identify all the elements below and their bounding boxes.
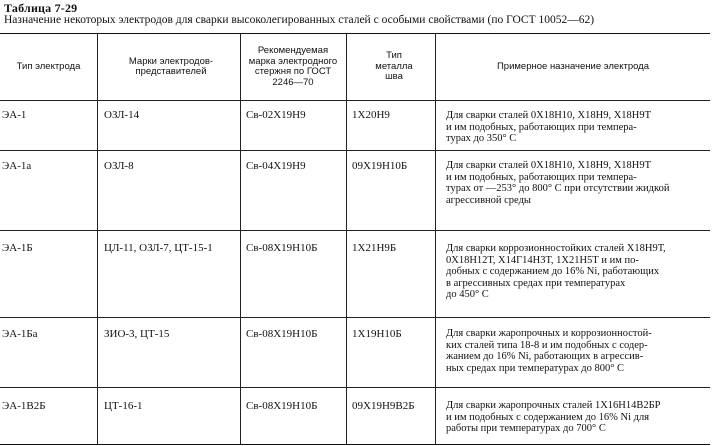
- row-5-brands: ЦТ-16-1: [104, 400, 143, 412]
- row-2-weld-metal: 09Х19Н10Б: [352, 160, 408, 172]
- row-divider: [0, 387, 710, 388]
- row-4-brands: ЗИО-3, ЦТ-15: [104, 328, 170, 340]
- row-2-brands: ОЗЛ-8: [104, 160, 134, 172]
- row-divider: [0, 230, 710, 231]
- row-1-weld-metal: 1Х20Н9: [352, 109, 390, 121]
- header-divider: [0, 100, 710, 101]
- row-3-brands: ЦЛ-11, ОЗЛ-7, ЦТ-15-1: [104, 242, 213, 254]
- electrode-table: [0, 33, 710, 445]
- row-5-weld-metal: 09Х19Н9В2Б: [352, 400, 415, 412]
- header-weld-metal: Тип металла шва: [375, 50, 413, 83]
- header-purpose: Примерное назначение электрода: [496, 60, 650, 72]
- row-5-type: ЭА-1В2Б: [2, 400, 46, 412]
- row-1-wire: Св-02Х19Н9: [246, 109, 306, 121]
- column-divider: [240, 34, 241, 444]
- row-divider: [0, 150, 710, 151]
- row-4-weld-metal: 1Х19Н10Б: [352, 328, 402, 340]
- header-brands: Марки электродов-представителей: [128, 55, 214, 77]
- row-3-purpose: Для сварки коррозионностойких сталей Х18Н9Т, 0Х18Н12Т, Х14Г14Н3Т, 1Х21Н5Т и им по- добных с содержанием до 16% Ni, работающих в агрессивных средах при температурах до 450° С: [446, 243, 666, 301]
- row-4-purpose: Для сварки жаропрочных и коррозионностой- ких сталей типа 18-8 и им подобных с содер- жанием до 16% Ni, работающих в агрессив- ных средах при температурах до 800° С: [446, 328, 652, 374]
- table-number: Таблица 7-29: [4, 1, 78, 15]
- row-1-purpose: Для сварки сталей 0Х18Н10, Х18Н9, Х18Н9Т и им подобных, работающих при темпера- турах до 350° С: [446, 110, 652, 145]
- row-4-type: ЭА-1Ба: [2, 328, 38, 340]
- row-2-purpose: Для сварки сталей 0Х18Н10, Х18Н9, Х18Н9Т и им подобных, работающих при темпера- турах от —253° до 800° С при отсутствии жидкой агрессивной среды: [446, 160, 670, 206]
- row-3-wire: Св-08Х19Н10Б: [246, 242, 318, 254]
- row-3-type: ЭА-1Б: [2, 242, 33, 254]
- column-divider: [346, 34, 347, 444]
- row-2-type: ЭА-1а: [2, 160, 32, 172]
- header-wire-grade: Рекомендуемая марка электродного стержня по ГОСТ 2246—70: [248, 45, 338, 88]
- row-1-brands: ОЗЛ-14: [104, 109, 140, 121]
- row-5-wire: Св-08Х19Н10Б: [246, 400, 318, 412]
- header-electrode-type: Тип электрода: [16, 60, 81, 72]
- row-1-type: ЭА-1: [2, 109, 27, 121]
- row-divider: [0, 317, 710, 318]
- row-5-purpose: Для сварки жаропрочных сталей 1Х16Н14В2БР и им подобных с содержанием до 16% Ni для работы при температурах до 700° С: [446, 400, 661, 435]
- row-3-weld-metal: 1Х21Н9Б: [352, 242, 397, 254]
- column-divider: [97, 34, 98, 444]
- row-4-wire: Св-08Х19Н10Б: [246, 328, 318, 340]
- table-caption: Назначение некоторых электродов для сварки высоколегированных сталей с особыми свойствами (по ГОСТ 10052—62): [4, 14, 595, 26]
- row-2-wire: Св-04Х19Н9: [246, 160, 306, 172]
